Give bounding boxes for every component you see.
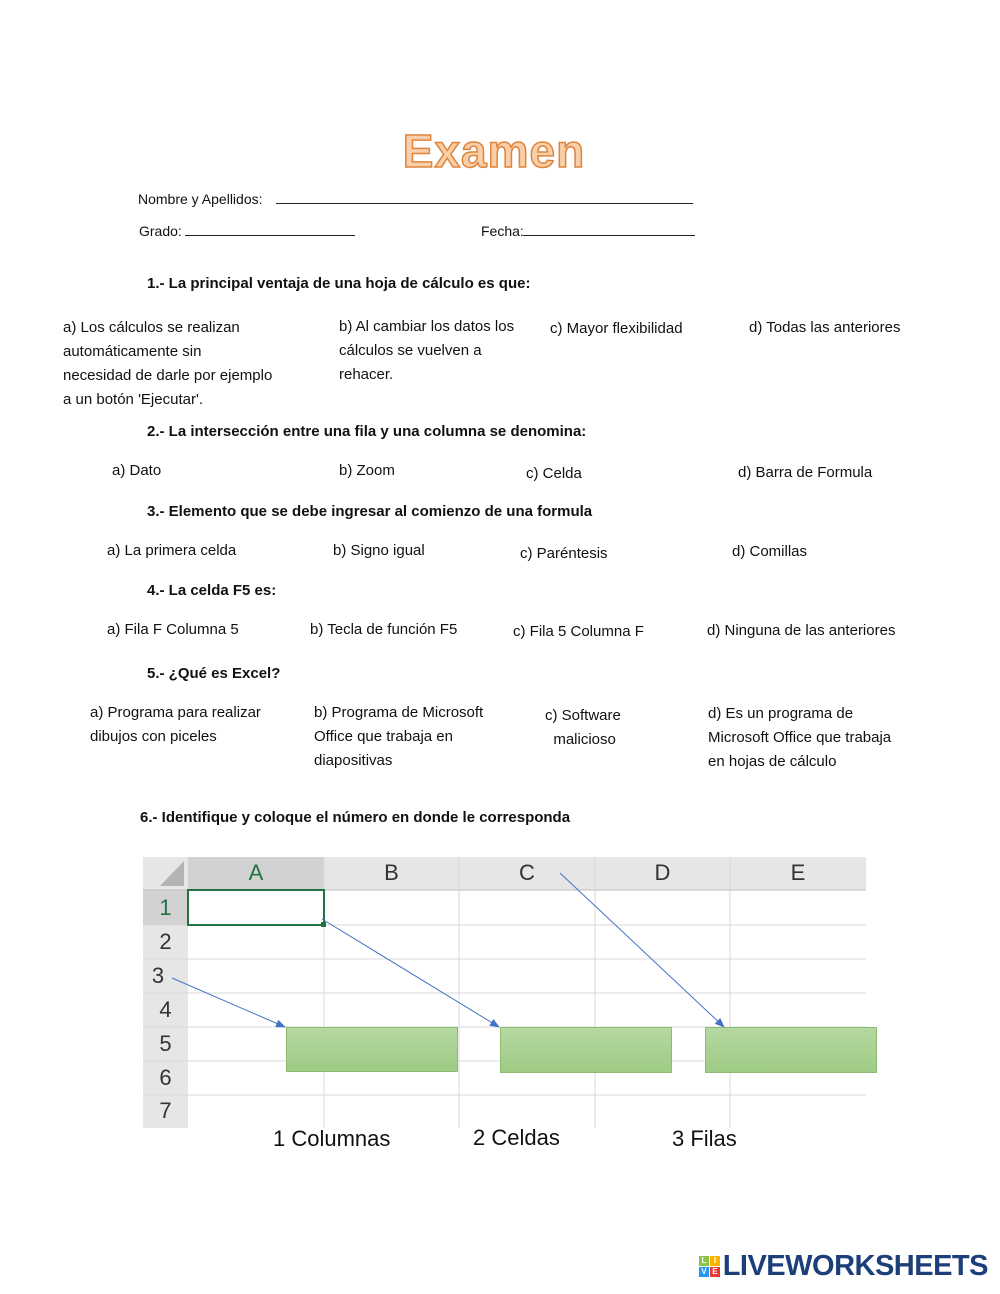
answer-box-3[interactable] bbox=[705, 1027, 877, 1073]
option-3b[interactable]: b) Signo igual bbox=[333, 542, 425, 559]
option-5c[interactable]: c) Software malicioso bbox=[545, 707, 621, 748]
brand-name: LIVEWORKSHEETS bbox=[722, 1250, 988, 1282]
answer-box-1[interactable] bbox=[286, 1027, 458, 1072]
option-4d[interactable]: d) Ninguna de las anteriores bbox=[707, 622, 896, 639]
option-5a[interactable]: a) Programa para realizar dibujos con piceles bbox=[90, 704, 261, 745]
label-filas: 3 Filas bbox=[672, 1126, 737, 1151]
column-header-e: E bbox=[790, 860, 806, 885]
name-label: Nombre y Apellidos: bbox=[138, 191, 263, 207]
option-2d[interactable]: d) Barra de Formula bbox=[738, 464, 873, 481]
option-5d[interactable]: d) Es un programa de Microsoft Office que trabaja en hojas de cálculo bbox=[708, 705, 892, 770]
option-3c[interactable]: c) Paréntesis bbox=[520, 545, 608, 562]
question-2: 2.- La intersección entre una fila y una columna se denomina: bbox=[147, 423, 587, 440]
option-2c[interactable]: c) Celda bbox=[526, 465, 582, 482]
row-header-1: 1 bbox=[159, 895, 172, 920]
column-header-c: C bbox=[519, 860, 535, 885]
option-1a[interactable]: a) Los cálculos se realizan automáticamente sin necesidad de darle por ejemplo a un botón 'Ejecutar'. bbox=[63, 319, 273, 408]
question-3: 3.- Elemento que se debe ingresar al comienzo de una formula bbox=[147, 503, 593, 520]
liveworksheets-logo bbox=[699, 1250, 988, 1283]
option-4b[interactable]: b) Tecla de función F5 bbox=[310, 621, 458, 638]
row-header-4: 4 bbox=[159, 997, 172, 1022]
row-header-3: 3 bbox=[151, 963, 165, 988]
option-1d[interactable]: d) Todas las anteriores bbox=[749, 319, 901, 336]
column-header-d: D bbox=[654, 860, 671, 885]
option-1c[interactable]: c) Mayor flexibilidad bbox=[550, 320, 683, 337]
option-2a[interactable]: a) Dato bbox=[112, 462, 162, 479]
label-celdas: 2 Celdas bbox=[473, 1125, 560, 1150]
spreadsheet bbox=[143, 857, 866, 1128]
option-5b[interactable]: b) Programa de Microsoft Office que trabaja en diapositivas bbox=[314, 704, 484, 769]
date-label: Fecha: bbox=[481, 223, 524, 239]
answer-box-2[interactable] bbox=[500, 1027, 672, 1073]
logo-icon: L I V E bbox=[699, 1256, 720, 1277]
row-header-6: 6 bbox=[159, 1065, 172, 1090]
question-1: 1.- La principal ventaja de una hoja de cálculo es que: bbox=[147, 275, 531, 292]
question-6: 6.- Identifique y coloque el número en donde le corresponda bbox=[140, 809, 571, 826]
column-header-b: B bbox=[384, 860, 399, 885]
option-3d[interactable]: d) Comillas bbox=[732, 543, 808, 560]
column-header-a: A bbox=[248, 860, 264, 885]
question-4: 4.- La celda F5 es: bbox=[147, 582, 277, 599]
option-2b[interactable]: b) Zoom bbox=[339, 462, 395, 479]
label-columnas: 1 Columnas bbox=[273, 1126, 391, 1151]
row-header-2: 2 bbox=[159, 929, 172, 954]
page-title: Examen bbox=[402, 125, 586, 177]
row-header-5: 5 bbox=[159, 1031, 172, 1056]
option-1b[interactable]: b) Al cambiar los datos los cálculos se vuelven a rehacer. bbox=[339, 318, 515, 383]
option-4a[interactable]: a) Fila F Columna 5 bbox=[107, 621, 239, 638]
row-header-7: 7 bbox=[159, 1098, 172, 1123]
option-4c[interactable]: c) Fila 5 Columna F bbox=[513, 623, 644, 640]
option-3a[interactable]: a) La primera celda bbox=[107, 542, 237, 559]
question-5: 5.- ¿Qué es Excel? bbox=[147, 665, 281, 682]
grade-label: Grado: bbox=[139, 223, 182, 239]
